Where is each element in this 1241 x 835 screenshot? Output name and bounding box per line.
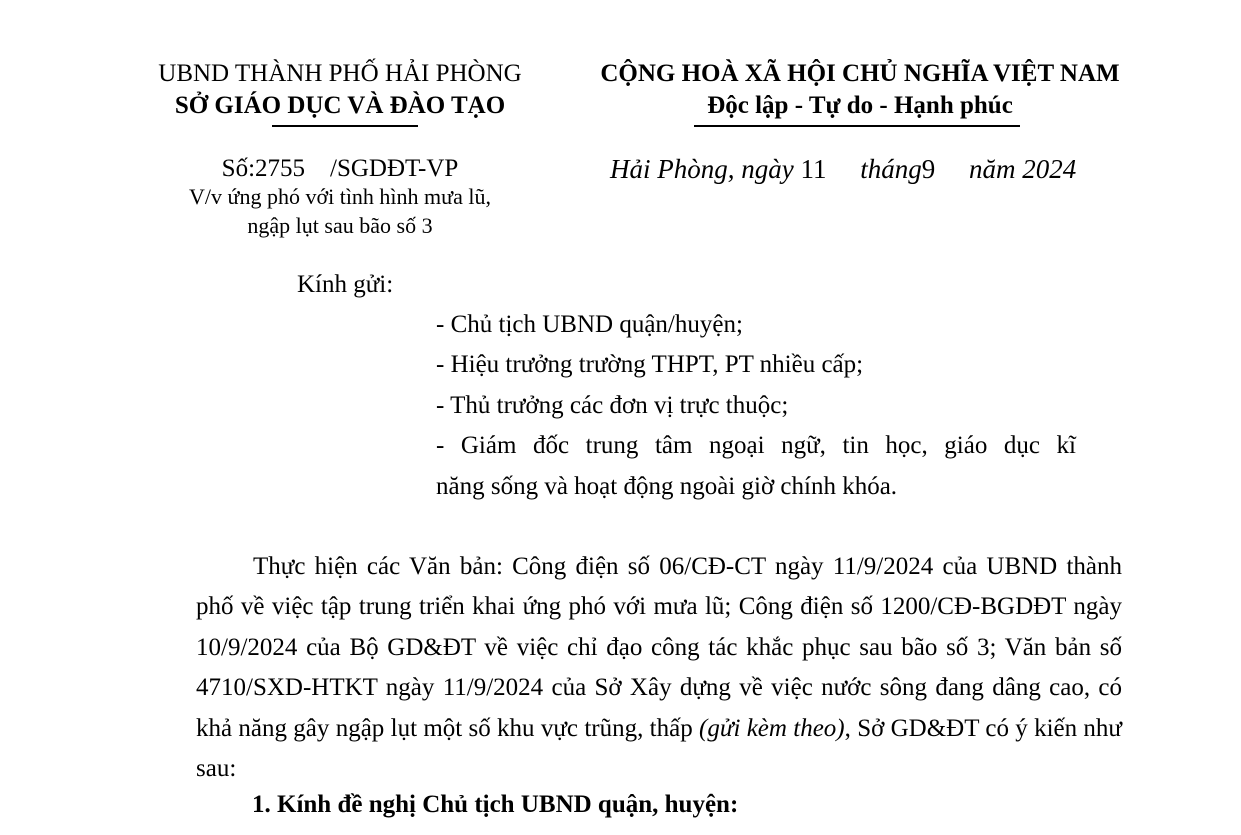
date-month: 9 — [921, 154, 936, 184]
document-number — [130, 155, 550, 183]
recipient-item: - Thủ trưởng các đơn vị trực thuộc; — [436, 392, 789, 419]
document-date — [610, 154, 1076, 185]
body-paragraph-italic-note: (gửi kèm theo) — [699, 714, 845, 742]
document-subject-line-2: ngập lụt sau bão số 3 — [247, 213, 433, 238]
recipients-greeting: Kính gửi: — [297, 271, 394, 298]
recipient-item-continuation: năng sống và hoạt động ngoài giờ chính khóa. — [436, 473, 898, 500]
section-1-heading: 1. Kính đề nghị Chủ tịch UBND quận, huyện: — [252, 791, 739, 818]
recipient-item: - Chủ tịch UBND quận/huyện; — [436, 311, 743, 338]
agency-parent-name: UBND THÀNH PHỐ HẢI PHÒNG — [158, 60, 522, 87]
document-number-value: 2755 — [255, 155, 306, 182]
agency-underline-divider — [272, 125, 418, 127]
national-motto: Độc lập - Tự do - Hạnh phúc — [707, 92, 1013, 119]
recipient-item: - Hiệu trưởng trường THPT, PT nhiều cấp; — [436, 351, 864, 378]
national-title: CỘNG HOÀ XÃ HỘI CHỦ NGHĨA VIỆT NAM — [600, 60, 1120, 87]
date-year-label: năm — [969, 154, 1016, 184]
agency-name: SỞ GIÁO DỤC VÀ ĐÀO TẠO — [174, 92, 506, 119]
body-paragraph-text: Thực hiện các Văn bản: Công điện số 06/CĐ-CT ngày 11/9/2024 của UBND thành phố về việc tập trung triển khai ứng phó với mưa lũ; Công điện số 1200/CĐ-BGDĐT ngày 10/9/2024 của Bộ GD&ĐT về việc chỉ đạo công tác khắc phục sau bão số 3; Văn bản số 4710/SXD-HTKT ngày 11/9/2024 của Sở Xây dựng về việc nước sông đang dâng cao, có khả năng gây ngập lụt một số khu vực trũng, thấp — [196, 553, 1122, 742]
recipient-item: - Giám đốc trung tâm ngoại ngữ, tin học, giáo dục kĩ — [436, 432, 1076, 459]
date-day: 11 — [800, 154, 827, 184]
document-subject-line-1: V/v ứng phó với tình hình mưa lũ, — [189, 184, 491, 209]
date-year: 2024 — [1022, 154, 1077, 184]
body-paragraph — [196, 547, 1122, 789]
document-number-prefix: Số: — [221, 155, 256, 182]
date-month-label: tháng — [860, 154, 922, 184]
body-paragraph-text-end: , Sở GD&ĐT có ý kiến như sau: — [196, 714, 1122, 783]
motto-underline-divider — [694, 125, 1020, 127]
document-number-suffix: /SGDĐT-VP — [330, 155, 459, 182]
date-place: Hải Phòng, ngày — [610, 154, 794, 184]
